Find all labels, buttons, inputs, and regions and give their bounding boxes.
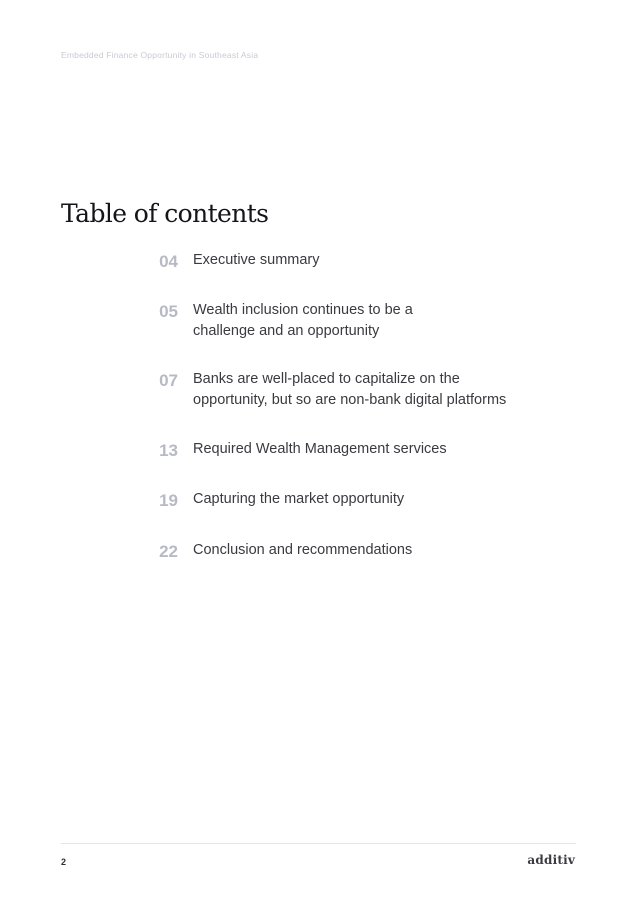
toc-entry-executive-summary[interactable]	[150, 250, 320, 272]
running-header: Embedded Finance Opportunity in Southeast Asia	[61, 50, 259, 60]
toc-entry-title	[193, 439, 447, 460]
toc-entry-line: opportunity, but so are non-bank digital platforms	[193, 392, 507, 408]
toc-entry-banks-well-placed[interactable]	[150, 369, 506, 411]
toc-entry-line: Executive summary	[193, 252, 320, 268]
toc-entry-wealth-inclusion[interactable]	[150, 300, 413, 342]
page-number: 2	[61, 857, 67, 867]
toc-entry-title	[193, 489, 404, 510]
toc-entry-conclusion[interactable]	[150, 540, 412, 562]
toc-page-number: 05	[159, 302, 178, 321]
toc-page-number: 19	[159, 491, 178, 510]
toc-page-number: 22	[159, 542, 178, 561]
toc-entry-required-services[interactable]	[150, 439, 447, 461]
toc-entry-title	[193, 300, 413, 342]
toc-entry-line: Wealth inclusion continues to be a	[193, 302, 413, 318]
toc-page-number: 13	[159, 441, 178, 460]
toc-entry-line: Capturing the market opportunity	[193, 491, 405, 507]
toc-entry-line: Conclusion and recommendations	[193, 542, 413, 558]
company-logo: additiv	[527, 853, 575, 867]
toc-entry-title	[193, 250, 320, 271]
toc-entry-line: Banks are well-placed to capitalize on the	[193, 371, 460, 387]
toc-page-number: 07	[159, 371, 178, 390]
toc-entry-line: Required Wealth Management services	[193, 441, 447, 457]
toc-entry-title	[193, 540, 412, 561]
toc-page-number: 04	[159, 252, 178, 271]
footer-divider	[61, 843, 576, 844]
toc-entry-line: challenge and an opportunity	[193, 323, 380, 339]
toc-entry-market-opportunity[interactable]	[150, 489, 404, 511]
toc-entry-title	[193, 369, 506, 411]
toc-title: Table of contents	[61, 199, 269, 228]
